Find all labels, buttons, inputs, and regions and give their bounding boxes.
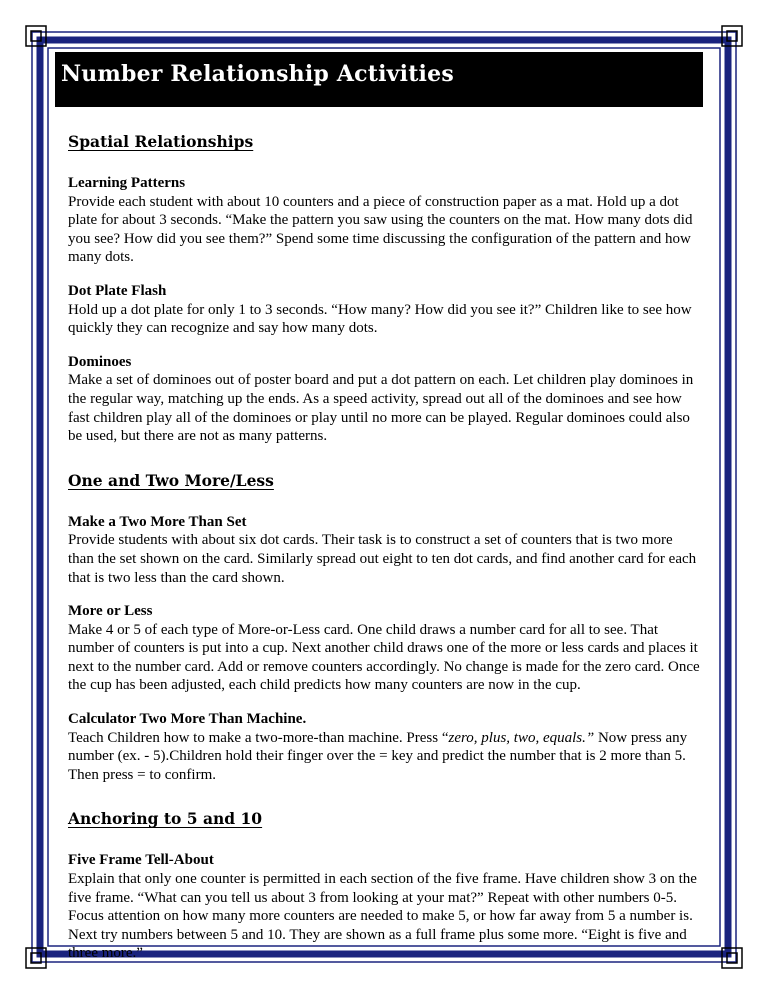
section-heading: One and Two More/Less xyxy=(68,470,274,490)
activity xyxy=(68,710,700,784)
section-heading: Spatial Relationships xyxy=(68,132,254,151)
activity-text: Make 4 or 5 of each type of More-or-Less card. One child draws a number card for all to see. That number of counters is put into a cup. Next another child draws one of the more or less cards and places it next to the number card. Add or remove counters accordingly. No change is made for the zero card. Once the cup has been adjusted, each child predicts how many counters are now in the cup. xyxy=(68,621,700,694)
section-anchoring-5-10 xyxy=(68,808,700,963)
activity xyxy=(68,174,700,267)
activity xyxy=(68,602,700,695)
activity-text: Hold up a dot plate for only 1 to 3 seconds. “How many? How did you see it?” Children like to see how quickly they can recognize and say how many dots. xyxy=(68,301,692,337)
activity xyxy=(68,282,700,338)
section-spatial-relationships xyxy=(68,131,700,446)
activity-title: Five Frame Tell-About xyxy=(68,852,214,869)
activity-text: Provide each student with about 10 counters and a piece of construction paper as a mat. Hold up a dot plate for about 3 seconds. “Make the pattern you saw using the counters on the mat. How many dots did you see? How did you see them?” Spend some time discussing the configuration of the pattern and how many dots. xyxy=(68,193,693,266)
activity xyxy=(68,353,700,446)
section-one-two-more-less xyxy=(68,470,700,785)
activity xyxy=(68,851,700,963)
activity-text-italic: zero, plus, two, equals.” xyxy=(448,729,595,746)
document-body xyxy=(68,131,700,987)
activity-title: Make a Two More Than Set xyxy=(68,513,247,530)
activity-text: Make a set of dominoes out of poster board and put a dot pattern on each. Let children play dominoes in the regular way, matching up the ends. As a speed activity, spread out all of the dominoes and see how fast children play all of the dominoes or play until no more can be played. Regular dominoes could also be used, but there are not as many patterns. xyxy=(68,372,694,445)
activity-text xyxy=(68,729,700,785)
activity-text-part: Teach Children how to make a two-more-than machine. Press “ xyxy=(68,729,449,746)
activity xyxy=(68,513,700,587)
activity-text-part: Now press any number (ex. - 5).Children hold their finger over the = key and predict the number that is 2 more than 5. Then press = to confirm. xyxy=(68,729,688,783)
section-heading: Anchoring to 5 and 10 xyxy=(68,809,263,829)
activity-title: Learning Patterns xyxy=(68,175,186,191)
activity-text: Explain that only one counter is permitted in each section of the five frame. Have children show 3 on the five frame. “What can you tell us about 3 from looking at your mat?” Repeat with other numbers 0-5. Focus attention on how many more counters are needed to make 5, or how far away from 5 a number is. Next try numbers between 5 and 10. They are shown as a full frame plus some more. “Eight is five and three more.” xyxy=(68,871,697,962)
activity-text: Provide students with about six dot cards. Their task is to construct a set of counters that is two more than the set shown on the card. Similarly spread out eight to ten dot cards, and find another card for each that is two less than the card shown. xyxy=(68,532,697,586)
title-banner xyxy=(55,52,703,107)
activity-title: Calculator Two More Than Machine. xyxy=(68,711,307,728)
activity-title: Dot Plate Flash xyxy=(68,282,167,299)
page-title: Number Relationship Activities xyxy=(61,61,454,87)
activity-title: More or Less xyxy=(68,603,153,620)
activity-title: Dominoes xyxy=(68,353,132,370)
